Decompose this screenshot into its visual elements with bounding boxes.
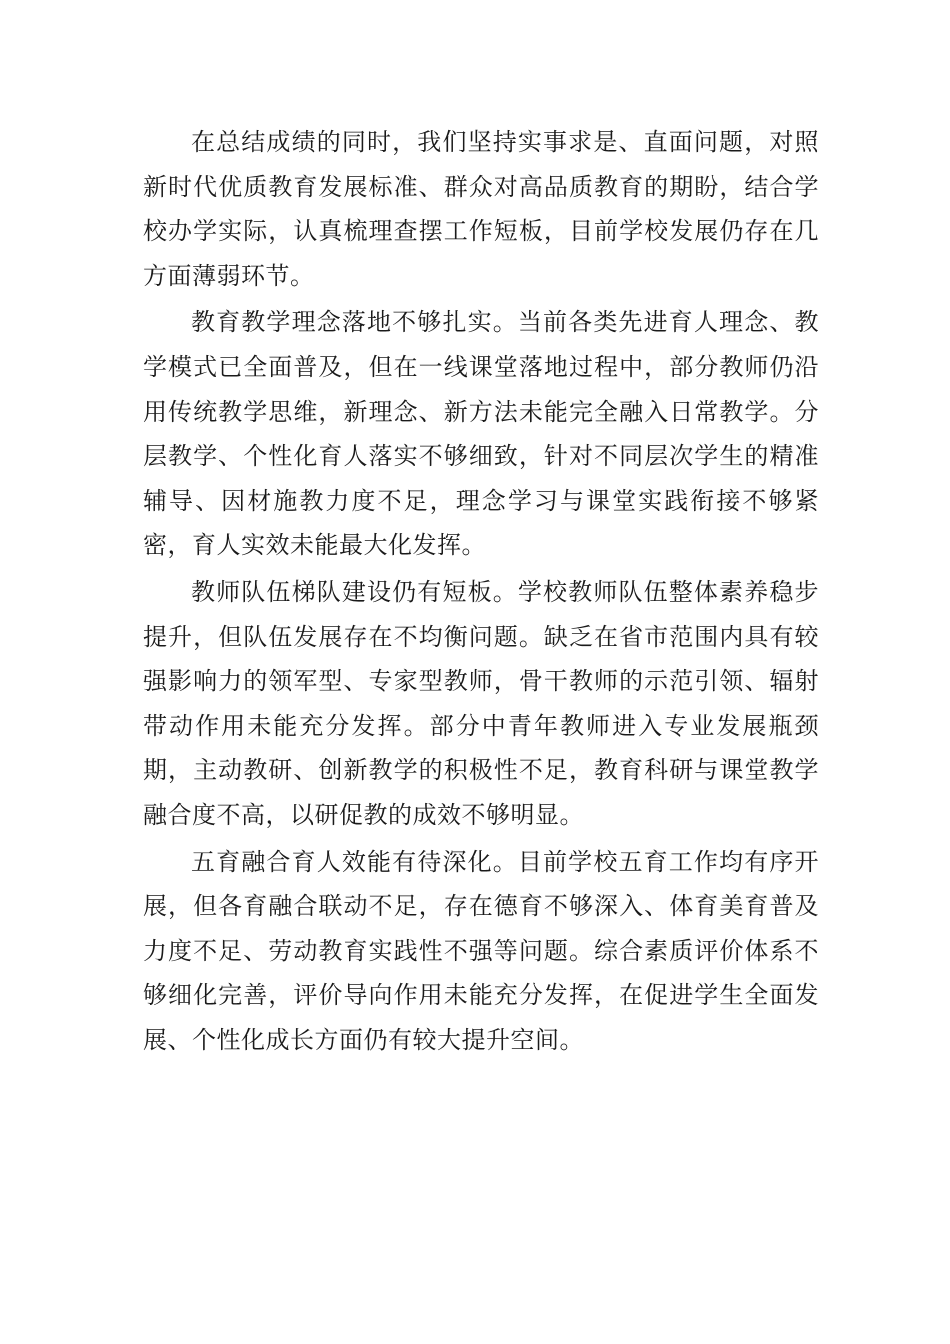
paragraph-teaching-concepts: 教育教学理念落地不够扎实。当前各类先进育人理念、教学模式已全面普及，但在一线课堂落地过程中，部分教师仍沿用传统教学思维，新理念、新方法未能完全融入日常教学。分层教学、个性化育人落实不够细致，针对不同层次学生的精准辅导、因材施教力度不足，理念学习与课堂实践衔接不够紧密，育人实效未能最大化发挥。 — [143, 308, 819, 560]
paragraph-five-education: 五育融合育人效能有待深化。目前学校五育工作均有序开展，但各育融合联动不足，存在德育不够深入、体育美育普及力度不足、劳动教育实践性不强等问题。综合素质评价体系不够细化完善，评价导向作用未能充分发挥，在促进学生全面发展、个性化成长方面仍有较大提升空间。 — [143, 847, 819, 1054]
paragraph-intro: 在总结成绩的同时，我们坚持实事求是、直面问题，对照新时代优质教育发展标准、群众对高品质教育的期盼，结合学校办学实际，认真梳理查摆工作短板，目前学校发展仍存在几方面薄弱环节。 — [143, 128, 819, 290]
paragraph-teacher-team: 教师队伍梯队建设仍有短板。学校教师队伍整体素养稳步提升，但队伍发展存在不均衡问题。缺乏在省市范围内具有较强影响力的领军型、专家型教师，骨干教师的示范引领、辐射带动作用未能充分发挥。部分中青年教师进入专业发展瓶颈期，主动教研、创新教学的积极性不足，教育科研与课堂教学融合度不高，以研促教的成效不够明显。 — [143, 577, 819, 829]
document-body — [143, 120, 819, 1064]
